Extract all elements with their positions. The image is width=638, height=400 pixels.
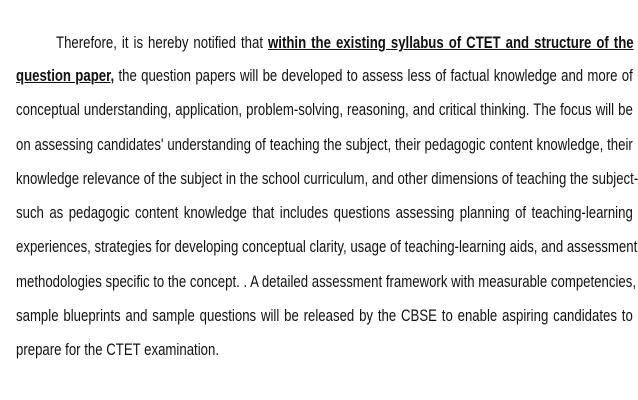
paragraph-line-4: on assessing candidates' understanding of teaching the subject, their pedagogic content knowledge, their [16,136,633,154]
emphasized-phrase-part-1: within the existing syllabus of CTET and structure of the [268,34,634,52]
paragraph-line-6: such as pedagogic content knowledge that includes questions assessing planning of teaching-learning [16,204,633,222]
paragraph-line-2 [16,66,633,86]
paragraph-line-1 [56,33,634,53]
paragraph-line-9: sample blueprints and sample questions will be released by the CBSE to enable aspiring candidates to [16,307,633,325]
emphasized-phrase-part-2: question paper, [16,67,115,85]
paragraph-line-2-text: the question papers will be developed to assess less of factual knowledge and more of [118,67,633,85]
paragraph-line-7: experiences, strategies for developing conceptual clarity, usage of teaching-learning aids, and assessment [16,238,638,256]
paragraph-line-8: methodologies specific to the concept. . A detailed assessment framework with measurable competencies, [16,273,636,291]
paragraph-line-5: knowledge relevance of the subject in the school curriculum, and other dimensions of teaching the subject- [16,170,638,188]
paragraph-line-10: prepare for the CTET examination. [16,341,219,359]
lead-in-text: Therefore, it is hereby notified that [56,34,264,52]
paragraph-line-3: conceptual understanding, application, problem-solving, reasoning, and critical thinking. The focus will be [16,101,633,119]
